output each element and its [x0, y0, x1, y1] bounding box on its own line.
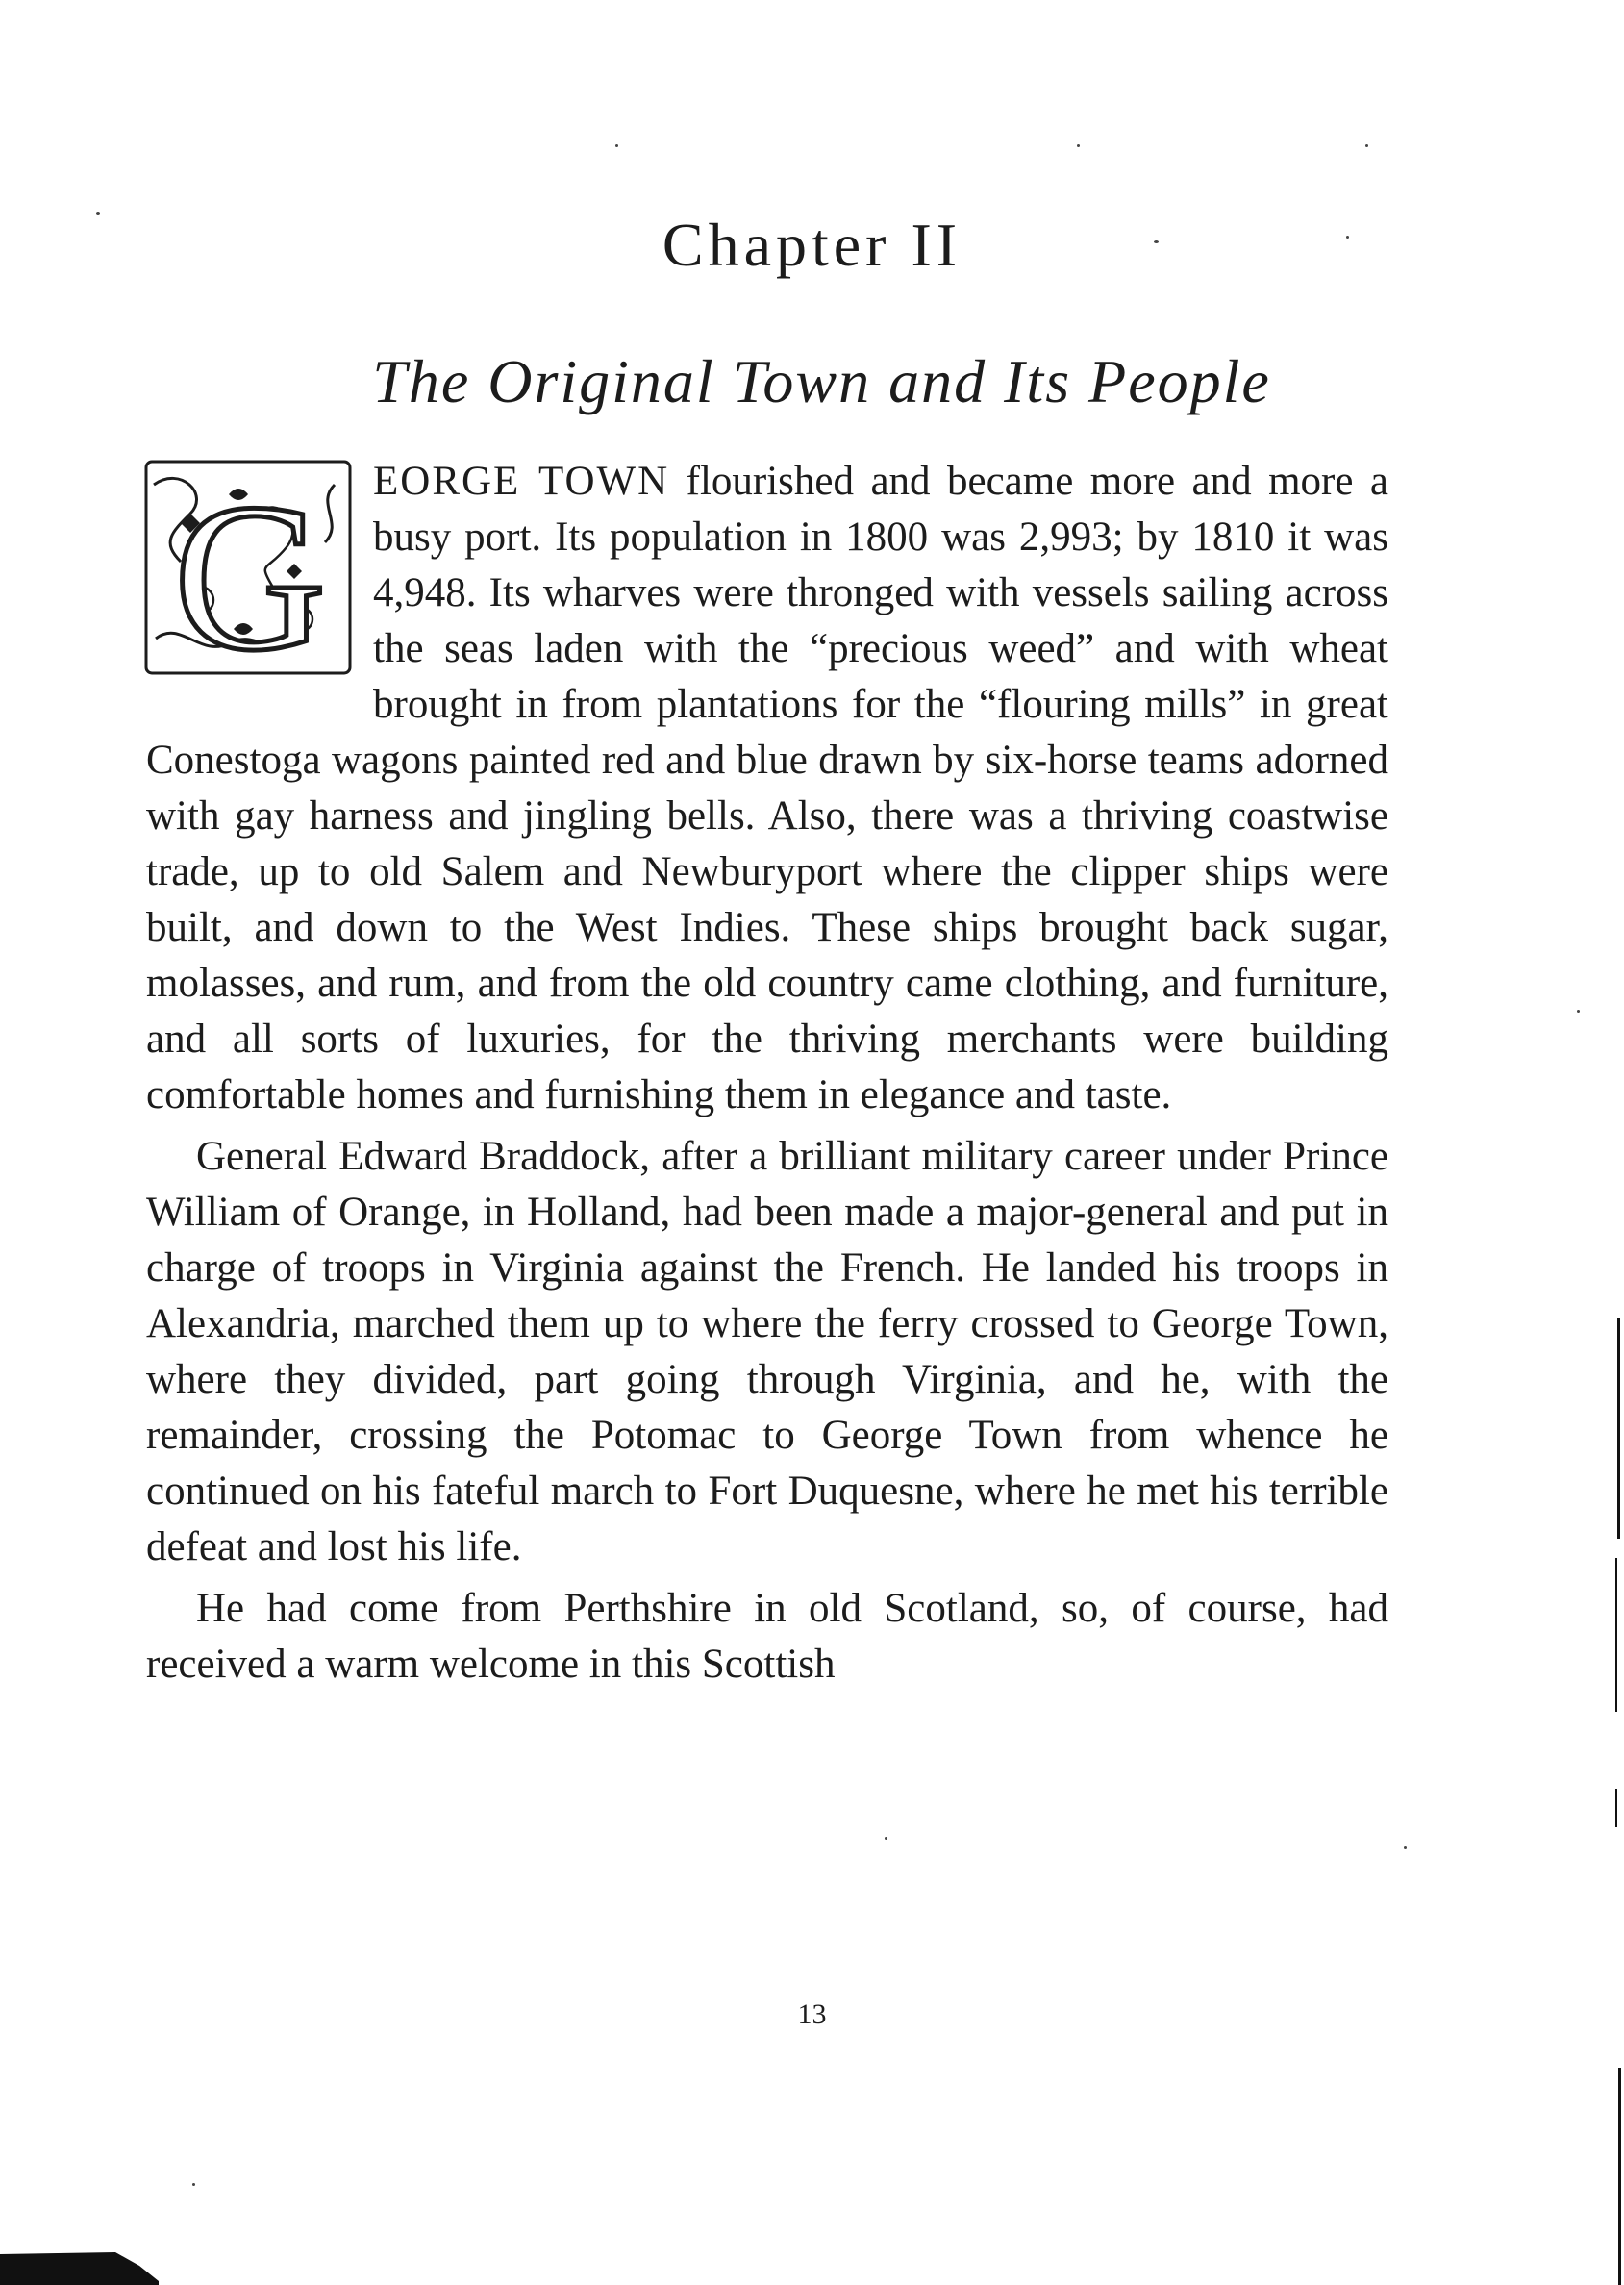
scan-speck	[615, 144, 618, 147]
paragraph-3: He had come from Perthshire in old Scotland, so, of course, had received a warm welcome in this Scottish	[146, 1586, 1388, 1687]
paragraph-1-text: flourished and became more and more a busy port. Its population in 1800 was 2,993; by 1810 it was 4,948. Its wharves were thronged with vessels sailing across the seas laden with the “precious weed” and with wheat brought in from plantations for the “flouring mills” in great Conestoga wagons painted red and blue drawn by six-horse teams adorned with gay harness and jingling bells. Also, there was a thriving coastwise trade, up to old Salem and Newburyport where the clipper ships were built, and down to the West Indies. These ships brought back sugar, molasses, and rum, and from the old country came clothing, and furniture, and all sorts of luxuries, for the thriving merchants were building comfortable homes and furnishing them in elegance and taste.	[146, 459, 1388, 1117]
scan-speck	[1404, 1846, 1407, 1849]
scan-smudge-mark	[0, 2237, 159, 2285]
opening-caps: EORGE TOWN	[373, 459, 670, 504]
chapter-title: Chapter II	[662, 211, 962, 279]
chapter-subtitle: The Original Town and Its People	[372, 347, 1271, 415]
ornamental-drop-cap	[142, 456, 356, 679]
scan-speck	[885, 1837, 887, 1840]
scan-edge-line	[1615, 1789, 1617, 1827]
scan-speck	[96, 212, 100, 215]
scan-speck	[192, 2183, 195, 2186]
page-number: 13	[797, 1998, 827, 2030]
body-text	[146, 454, 1388, 1698]
scan-speck	[1077, 144, 1080, 147]
scan-speck	[1154, 240, 1159, 243]
paragraph-1	[146, 454, 1388, 1123]
scan-speck	[1346, 236, 1349, 239]
ornamental-g-icon	[142, 456, 356, 679]
svg-text:G: G	[173, 460, 327, 679]
scan-edge-line	[1617, 1318, 1620, 1539]
scan-edge-line	[1615, 1558, 1617, 1712]
scan-speck	[1365, 144, 1368, 147]
scan-speck	[1577, 1010, 1580, 1013]
paragraph-2: General Edward Braddock, after a brilliant military career under Prince William of Orange, in Holland, had been made a major-general and put in charge of troops in Virginia against the French. He landed his troops in Alexandria, marched them up to where the ferry crossed to George Town, where they divided, part going through Virginia, and he, with the remainder, crossing the Potomac to George Town from whence he continued on his fateful march to Fort Duquesne, where he met his terrible defeat and lost his life.	[146, 1134, 1388, 1569]
scan-edge-line	[1618, 2068, 1621, 2285]
